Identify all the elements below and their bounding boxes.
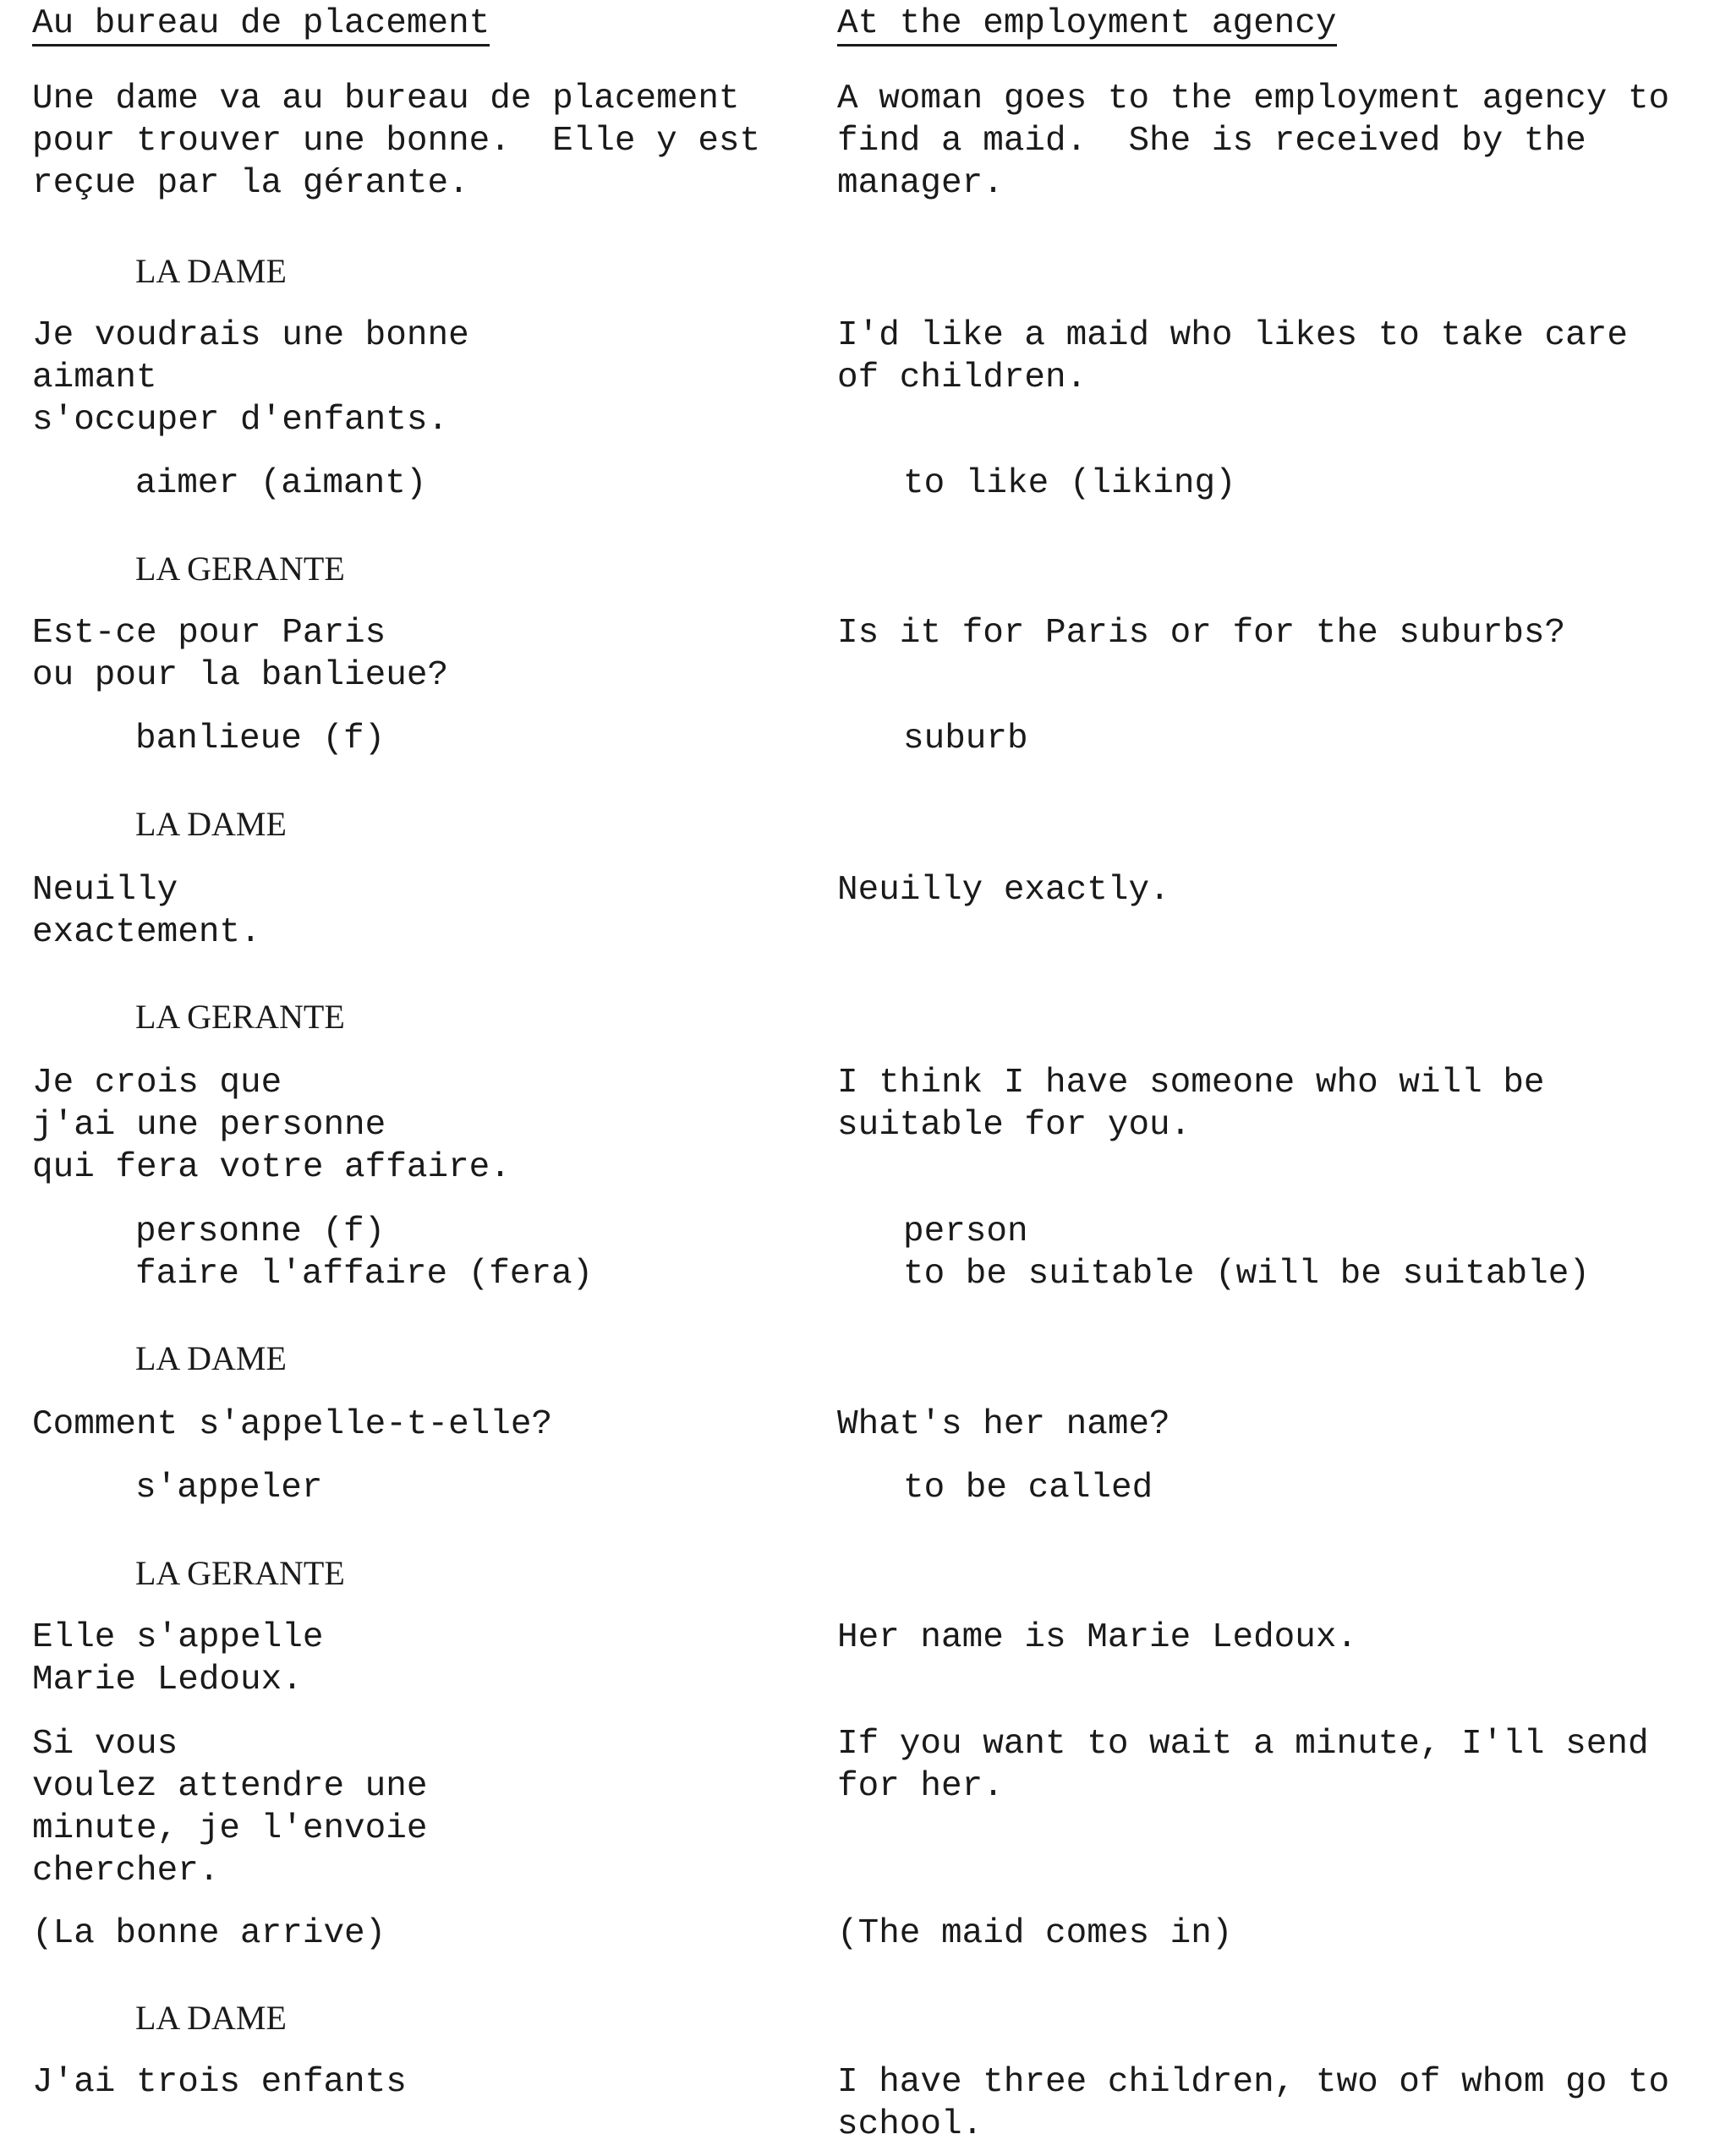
intro-english-line: manager. [837, 164, 1004, 203]
dialogue-french-line: Je voudrais une bonne [32, 316, 469, 355]
dialogue-french-line: Si vous [32, 1725, 178, 1764]
speaker-label: LA GERANTE [135, 998, 345, 1036]
intro-french-line: pour trouver une bonne. Elle y est [32, 122, 761, 161]
stage-direction-english: (The maid comes in) [837, 1914, 1233, 1953]
dialogue-french-line: ou pour la banlieue? [32, 656, 449, 695]
speaker-label: LA GERANTE [135, 1554, 345, 1592]
dialogue-english-line: of children. [837, 358, 1087, 397]
dialogue-english-line: Neuilly exactly. [837, 871, 1170, 910]
dialogue-english-line: I think I have someone who will be [837, 1064, 1545, 1103]
dialogue-french-line: Comment s'appelle-t-elle? [32, 1405, 553, 1444]
dialogue-english-line: I'd like a maid who likes to take care [837, 316, 1628, 355]
intro-french-line: Une dame va au bureau de placement [32, 79, 740, 118]
vocab-french: faire l'affaire (fera) [135, 1255, 594, 1294]
dialogue-english-line: suitable for you. [837, 1106, 1191, 1145]
vocab-french: aimer (aimant) [135, 464, 427, 503]
french-title: Au bureau de placement [32, 5, 490, 47]
dialogue-english-line: school. [837, 2105, 983, 2144]
dialogue-english-line: Her name is Marie Ledoux. [837, 1618, 1358, 1657]
dialogue-french-line: J'ai trois enfants [32, 2063, 407, 2102]
dialogue-english-line: for her. [837, 1767, 1004, 1806]
dialogue-french-line: chercher. [32, 1852, 220, 1891]
dialogue-english-line: If you want to wait a minute, I'll send [837, 1725, 1649, 1764]
speaker-label: LA GERANTE [135, 550, 345, 588]
dialogue-french-line: qui fera votre affaire. [32, 1148, 511, 1187]
dialogue-french-line: s'occuper d'enfants. [32, 401, 449, 440]
dialogue-english-line: Is it for Paris or for the suburbs? [837, 614, 1566, 653]
english-title: At the employment agency [837, 5, 1337, 47]
intro-english-line: find a maid. She is received by the [837, 122, 1586, 161]
dialogue-french-line: voulez attendre une [32, 1767, 428, 1806]
vocab-french: banlieue (f) [135, 720, 386, 758]
intro-english-line: A woman goes to the employment agency to [837, 79, 1670, 118]
dialogue-french-line: Elle s'appelle [32, 1618, 324, 1657]
dialogue-french-line: Je crois que [32, 1064, 282, 1103]
vocab-english: to be suitable (will be suitable) [903, 1255, 1590, 1294]
vocab-french: personne (f) [135, 1212, 386, 1251]
dialogue-french-line: Est-ce pour Paris [32, 614, 386, 653]
dialogue-french-line: j'ai une personne [32, 1106, 386, 1145]
vocab-english: person [903, 1212, 1028, 1251]
vocab-french: s'appeler [135, 1469, 323, 1508]
vocab-english: suburb [903, 720, 1028, 758]
intro-french-line: reçue par la gérante. [32, 164, 469, 203]
dialogue-french-line: minute, je l'envoie [32, 1809, 428, 1848]
dialogue-english-line: I have three children, two of whom go to [837, 2063, 1670, 2102]
dialogue-french-line: Marie Ledoux. [32, 1661, 303, 1699]
vocab-english: to like (liking) [903, 464, 1236, 503]
vocab-english: to be called [903, 1469, 1153, 1508]
dialogue-french-line: aimant [32, 358, 157, 397]
stage-direction-french: (La bonne arrive) [32, 1914, 386, 1953]
dialogue-english-line: What's her name? [837, 1405, 1170, 1444]
dialogue-french-line: Neuilly [32, 871, 178, 910]
speaker-label: LA DAME [135, 805, 287, 843]
dialogue-french-line: exactement. [32, 913, 261, 952]
speaker-label: LA DAME [135, 1339, 287, 1377]
speaker-label: LA DAME [135, 1999, 287, 2037]
speaker-label: LA DAME [135, 252, 287, 290]
